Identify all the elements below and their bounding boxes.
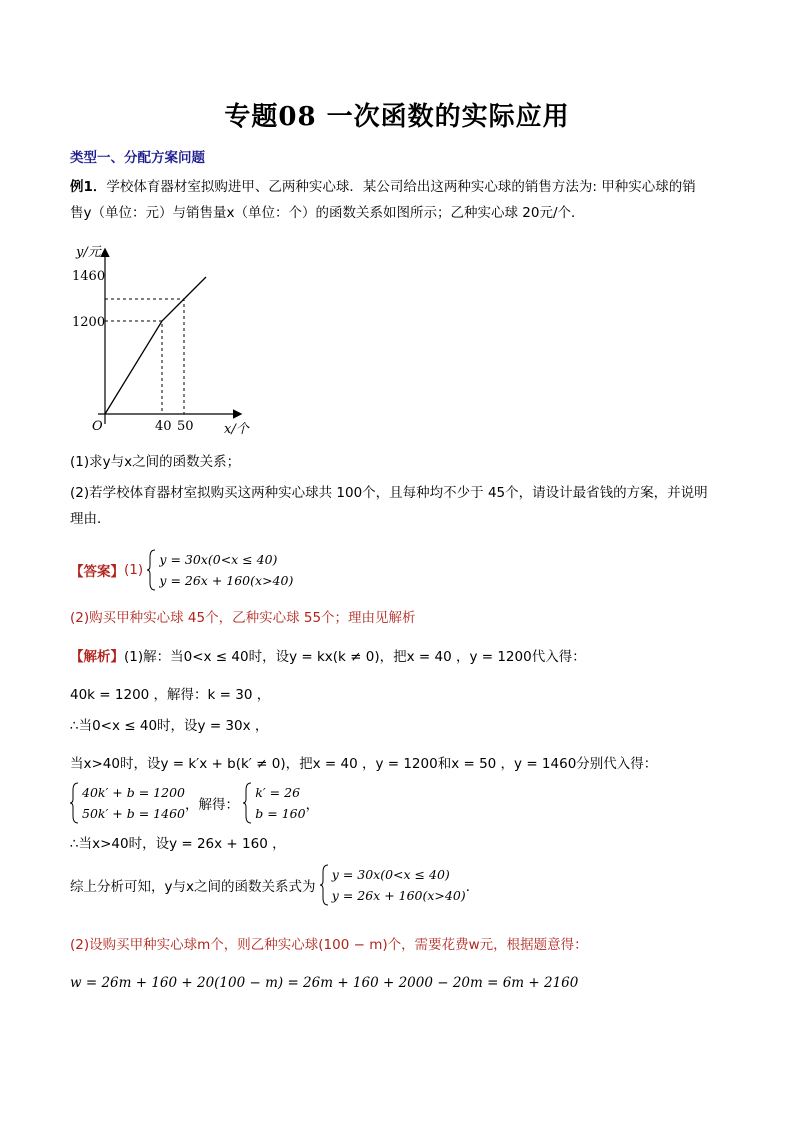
solution-summary: 综上分析可知，y与x之间的函数关系式为 y = 30x(0<x ≤ 40) y = 26x + 160(x>40)． — [70, 867, 480, 903]
question-1: (1)求y与x之间的函数关系； — [70, 454, 241, 470]
y-tick-1200: 1200 — [72, 315, 106, 330]
solution-k: k′ = 26 — [255, 785, 301, 800]
question-2: (2)若学校体育器材室拟购买这两种实心球共 100个，且每种均不少于 45个，请设计最省钱的方案，并说明 理由． — [70, 485, 708, 527]
system-eq1: 40k′ + b = 1200 — [82, 785, 185, 800]
guide-line-1460 — [105, 299, 184, 414]
summary-eq1: y = 30x(0<x ≤ 40) — [331, 867, 450, 882]
solution-label: 【解析】 — [70, 649, 124, 665]
summary-eq2: y = 26x + 160(x>40) — [331, 888, 466, 903]
example-label: 例1． — [70, 179, 107, 195]
x-tick-40: 40 — [155, 419, 172, 434]
x-axis-label: x/个 — [224, 422, 249, 436]
example-line-1: 例1．学校体育器材室拟购进甲、乙两种实心球．某公司给出这两种实心球的销售方法为: 甲种实心球的销 — [70, 179, 696, 195]
function-graph — [70, 236, 270, 436]
example-line-2: 售y（单位：元）与销售量x（单位：个）的函数关系如图所示；乙种实心球 20元/个． — [70, 205, 585, 221]
graph-line — [105, 277, 206, 414]
x-tick-50: 50 — [177, 419, 194, 434]
solution-line-6: ∴当x>40时，设y = 26x + 160 ， — [70, 836, 286, 852]
solution-line-3: ∴当0<x ≤ 40时，设y = 30x ， — [70, 718, 269, 734]
solution-line-1: 【解析】(1)解：当0<x ≤ 40时，设y = kx(k ≠ 0)，把x = 40 ，y = 1200代入得： — [70, 649, 586, 665]
system-eq2: 50k′ + b = 1460 — [82, 806, 185, 821]
solution-line-4: 当x>40时，设y = k′x + b(k′ ≠ 0)，把x = 40 ，y = 1200和x = 50 ，y = 1460分别代入得： — [70, 756, 658, 772]
solution-b: b = 160 — [255, 806, 306, 821]
solution-cost-equation: w = 26m + 160 + 20(100 − m) = 26m + 160 + 2000 − 20m = 6m + 2160 — [70, 975, 579, 991]
answer-label: 【答案】 — [70, 564, 124, 580]
answer-block — [70, 549, 293, 591]
answer-eq2: y = 26x + 160(x>40) — [159, 573, 294, 588]
answer-eq1: y = 30x(0<x ≤ 40) — [159, 552, 278, 567]
solution-line-2: 40k = 1200 ，解得：k = 30 ， — [70, 687, 271, 703]
page-title: 专题08 一次函数的实际应用 — [224, 102, 570, 132]
solution-system: 40k′ + b = 1200 50k′ + b = 1460，解得： k′ = 26 b = 160， — [70, 782, 319, 824]
example-paragraph — [70, 174, 730, 226]
answer-part2: (2)购买甲种实心球 45个，乙种实心球 55个；理由见解析 — [70, 610, 416, 626]
section-heading: 类型一、分配方案问题 — [70, 150, 205, 166]
y-tick-1460: 1460 — [72, 269, 106, 284]
solution-part2: (2)设购买甲种实心球m个，则乙种实心球(100 − m)个，需要花费w元，根据题意得： — [70, 937, 588, 953]
y-axis-label: y/元 — [76, 245, 101, 260]
origin-label: O — [92, 419, 103, 434]
answer-system — [147, 549, 293, 591]
answer-part1-label: (1) — [124, 562, 144, 578]
